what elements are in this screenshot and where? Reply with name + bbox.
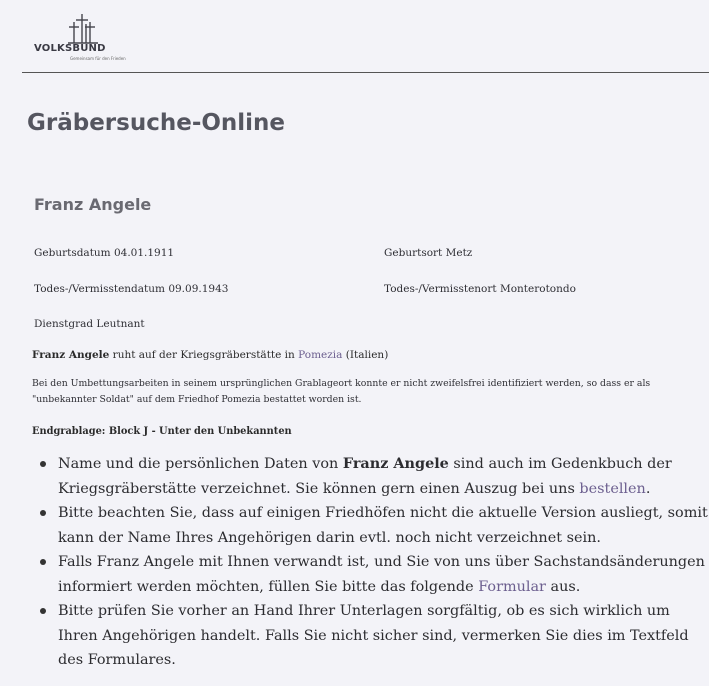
page-title: Gräbersuche-Online bbox=[27, 110, 286, 136]
list-item bbox=[38, 452, 709, 501]
resting-place-line bbox=[32, 349, 388, 361]
person-name: Franz Angele bbox=[34, 195, 152, 214]
rest-person-name: Franz Angele bbox=[32, 349, 110, 361]
birthdate-field: Geburtsdatum 04.01.1911 bbox=[34, 247, 175, 259]
reburial-note: Bei den Umbettungsarbeiten in seinem ursprünglichen Grablageort konnte er nicht zweifelsfrei identifiziert werden, so dass er als "unbekannter Soldat" auf dem Friedhof Pomezia bestattet worden ist. bbox=[32, 378, 651, 405]
list-item bbox=[38, 550, 709, 599]
rest-text-before: ruht auf der Kriegsgräberstätte in bbox=[109, 349, 299, 361]
list-item: Bitte prüfen Sie vorher an Hand Ihrer Unterlagen sorgfältig, ob es sich wirklich um Ihren Angehörigen handelt. Falls Sie nicht sicher sind, vermerken Sie dies im Textfeld des Formulares. bbox=[38, 599, 709, 673]
rest-text-after: (Italien) bbox=[342, 349, 389, 361]
death-place-field: Todes-/Vermisstenort Monterotondo bbox=[384, 283, 576, 295]
birthplace-field: Geburtsort Metz bbox=[384, 247, 473, 259]
b1-text-mid: sind auch im Gedenkbuch der Kriegsgräberstätte verzeichnet. Sie können gern einen Auszug bei uns bbox=[58, 456, 672, 497]
b3-text-post: aus. bbox=[545, 578, 581, 595]
b1-text-post: . bbox=[645, 480, 651, 497]
death-date-field: Todes-/Vermisstendatum 09.09.1943 bbox=[34, 283, 229, 295]
order-link[interactable]: bestellen bbox=[579, 480, 646, 497]
form-link[interactable]: Formular bbox=[478, 578, 546, 595]
logo-wordmark: VOLKSBUND bbox=[34, 43, 106, 54]
list-item: Bitte beachten Sie, dass auf einigen Friedhöfen nicht die aktuelle Version ausliegt, somit kann der Name Ihres Angehörigen darin evtl. noch nicht verzeichnet sein. bbox=[38, 501, 709, 550]
b1-text-pre: Name und die persönlichen Daten von bbox=[58, 456, 343, 472]
logo-tagline: Gemeinsam für den Frieden bbox=[70, 56, 126, 61]
b3-text-pre: Falls Franz Angele mit Ihnen verwandt ist, und Sie von uns über Sachstandsänderungen informiert werden möchten, füllen Sie bitte das folgende bbox=[58, 554, 705, 595]
rank-field: Dienstgrad Leutnant bbox=[34, 318, 145, 330]
info-list bbox=[38, 452, 709, 673]
cross-emblem-icon bbox=[68, 12, 102, 44]
volksbund-logo[interactable] bbox=[32, 12, 142, 64]
b1-person-name: Franz Angele bbox=[342, 455, 449, 472]
header-divider bbox=[22, 72, 709, 73]
cemetery-link[interactable]: Pomezia bbox=[298, 349, 343, 361]
final-grave-location: Endgrablage: Block J - Unter den Unbekannten bbox=[32, 426, 292, 437]
